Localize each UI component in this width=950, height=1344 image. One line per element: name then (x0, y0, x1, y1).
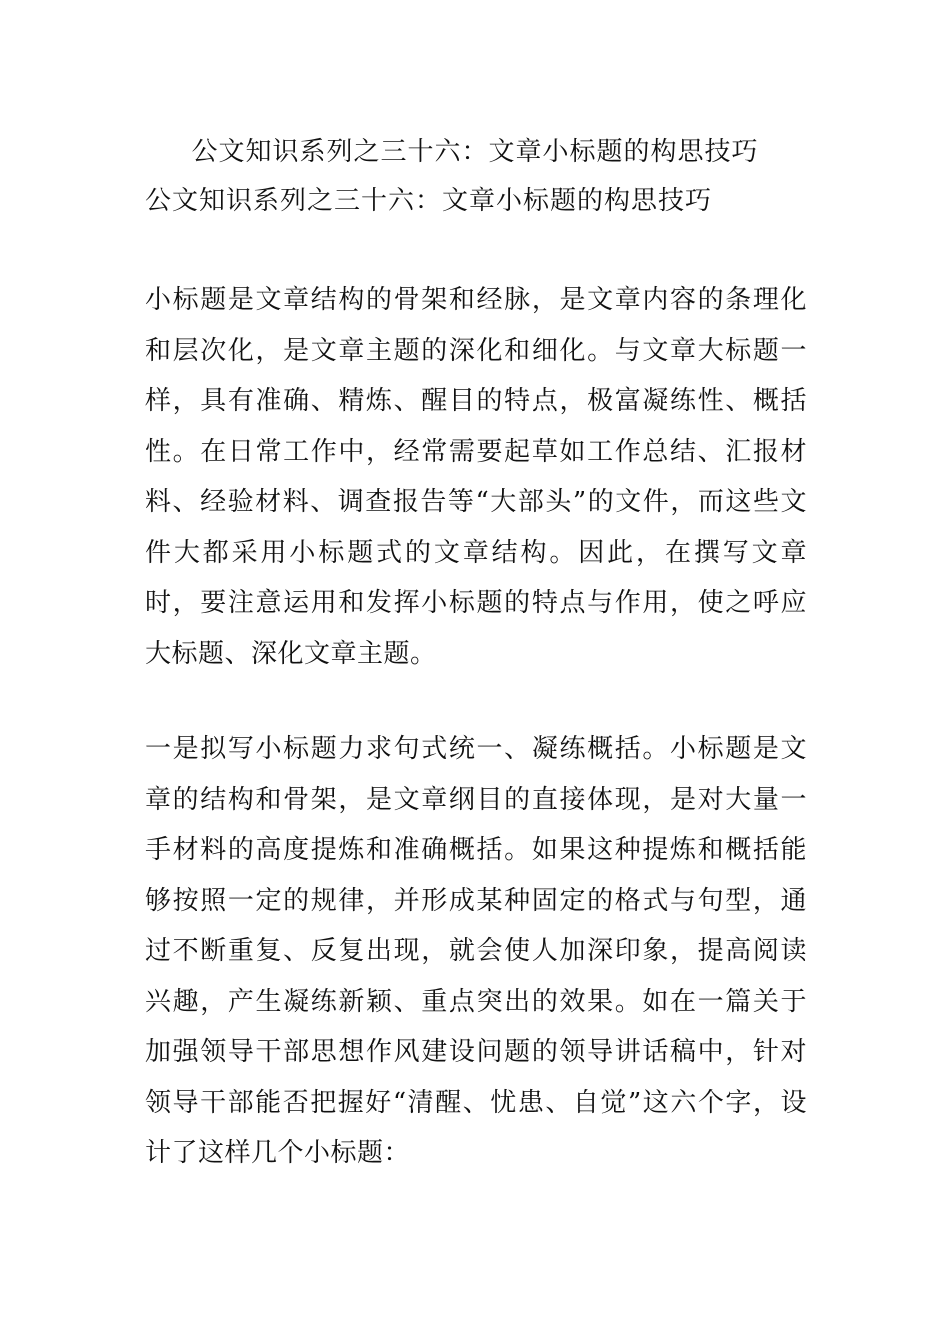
paragraph-intro: 小标题是文章结构的骨架和经脉，是文章内容的条理化和层次化，是文章主题的深化和细化。与文章大标题一样，具有准确、精炼、醒目的特点，极富凝练性、概括性。在日常工作中，经常需要起草如工作总结、汇报材料、经验材料、调查报告等“大部头”的文件，而这些文件大都采用小标题式的文章结构。因此，在撰写文章时，要注意运用和发挥小标题的特点与作用，使之呼应大标题、深化文章主题。 (145, 285, 807, 669)
document-title-centered: 公文知识系列之三十六：文章小标题的构思技巧 (191, 137, 759, 167)
paragraph-point-one: 一是拟写小标题力求句式统一、凝练概括。小标题是文章的结构和骨架，是文章纲目的直接体现，是对大量一手材料的高度提炼和准确概括。如果这种提炼和概括能够按照一定的规律，并形成某种固定的格式与句型，通过不断重复、反复出现，就会使人加深印象，提高阅读兴趣，产生凝练新颖、重点突出的效果。如在一篇关于加强领导干部思想作风建设问题的领导讲话稿中，针对领导干部能否把握好“清醒、忧患、自觉”这六个字，设计了这样几个小标题： (145, 734, 807, 1168)
document-title-repeat: 公文知识系列之三十六：文章小标题的构思技巧 (145, 186, 713, 216)
